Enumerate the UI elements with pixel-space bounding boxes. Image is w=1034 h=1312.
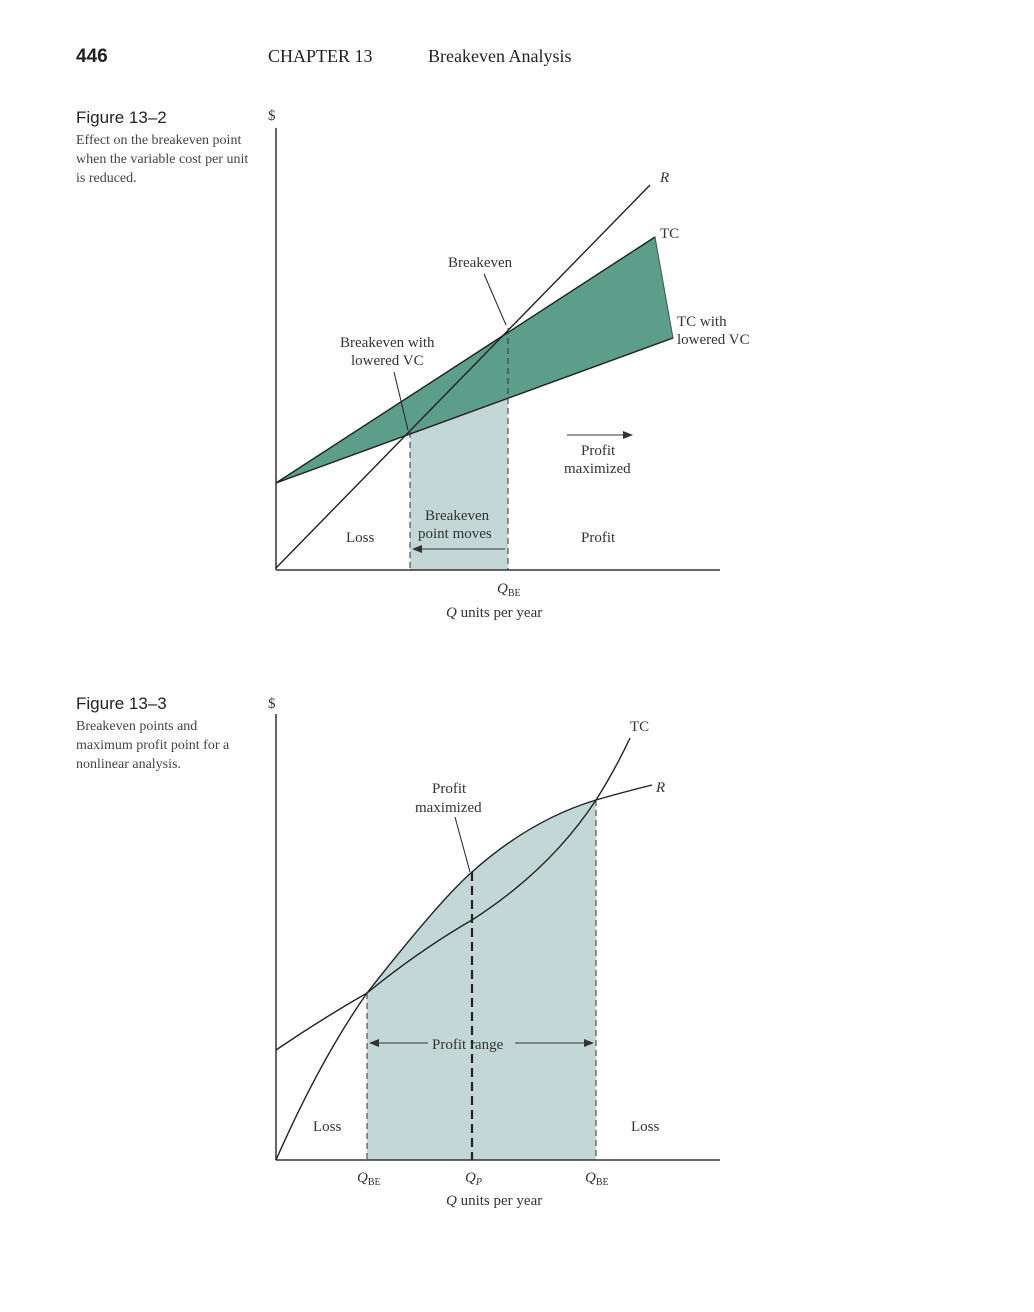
x-axis-label-rest: units per year — [456, 605, 543, 621]
figure-13-3-label: Figure 13–3 — [76, 694, 167, 713]
tc-label: TC — [660, 226, 680, 242]
profit-range-shade — [367, 800, 596, 1160]
qbe1-tick-sub: BE — [367, 1177, 381, 1188]
profit-maximized-label-1: Profit — [581, 443, 616, 459]
chapter-title: Breakeven Analysis — [428, 46, 572, 66]
profit-label: Profit — [581, 530, 616, 546]
figure-13-3 — [268, 696, 720, 1209]
qbe2-tick-label — [585, 1170, 609, 1188]
breakeven-moves-label-1: Breakeven — [425, 508, 490, 524]
x-axis-label-2-rest: units per year — [456, 1193, 543, 1209]
y-axis-label: $ — [268, 108, 276, 124]
profit-max-label-2: maximized — [415, 800, 482, 816]
breakeven-pointer — [484, 274, 506, 325]
profit-max-pointer — [455, 817, 470, 872]
x-axis-label-2-q: Q — [446, 1193, 457, 1209]
breakeven-label: Breakeven — [448, 255, 513, 271]
breakeven-lowered-label-2: lowered VC — [351, 353, 424, 369]
qp-tick-main: Q — [465, 1170, 476, 1186]
y-axis-label-2: $ — [268, 696, 276, 712]
profit-max-label-1: Profit — [432, 781, 467, 797]
x-axis-label-q: Q — [446, 605, 457, 621]
qp-tick-sub: P — [475, 1177, 482, 1188]
figure-13-2-caption-text: Effect on the breakeven point when the variable cost per unit is reduced. — [76, 133, 249, 186]
tc-lowered-label-2: lowered VC — [677, 332, 750, 348]
tc-lowered-label-1: TC with — [677, 314, 727, 330]
figure-13-3-caption-text: Breakeven points and maximum profit point for a nonlinear analysis. — [76, 719, 230, 772]
profit-maximized-label-2: maximized — [564, 461, 631, 477]
qbe-tick-main: Q — [497, 581, 508, 597]
loss-label: Loss — [346, 530, 375, 546]
page-number: 446 — [76, 46, 108, 67]
revenue-curve-label: R — [656, 780, 666, 796]
qbe-tick-sub: BE — [507, 588, 521, 599]
breakeven-moves-label-2: point moves — [418, 526, 492, 542]
qbe2-tick-sub: BE — [595, 1177, 609, 1188]
tc-curve-label: TC — [630, 719, 650, 735]
x-axis-label — [446, 605, 542, 621]
qbe2-tick-main: Q — [585, 1170, 596, 1186]
qbe-tick-label — [497, 581, 521, 599]
loss-right-label: Loss — [631, 1119, 660, 1135]
qbe1-tick-label — [357, 1170, 381, 1188]
profit-range-label: Profit range — [432, 1037, 504, 1053]
qbe1-tick-main: Q — [357, 1170, 368, 1186]
breakeven-lowered-label-1: Breakeven with — [340, 335, 435, 351]
figure-13-2-label: Figure 13–2 — [76, 108, 167, 127]
chapter-label: CHAPTER 13 — [268, 46, 373, 66]
revenue-label: R — [660, 170, 670, 186]
figure-13-2 — [268, 108, 750, 621]
x-axis-label-2 — [446, 1193, 542, 1209]
qp-tick-label — [465, 1170, 482, 1188]
loss-left-label: Loss — [313, 1119, 342, 1135]
